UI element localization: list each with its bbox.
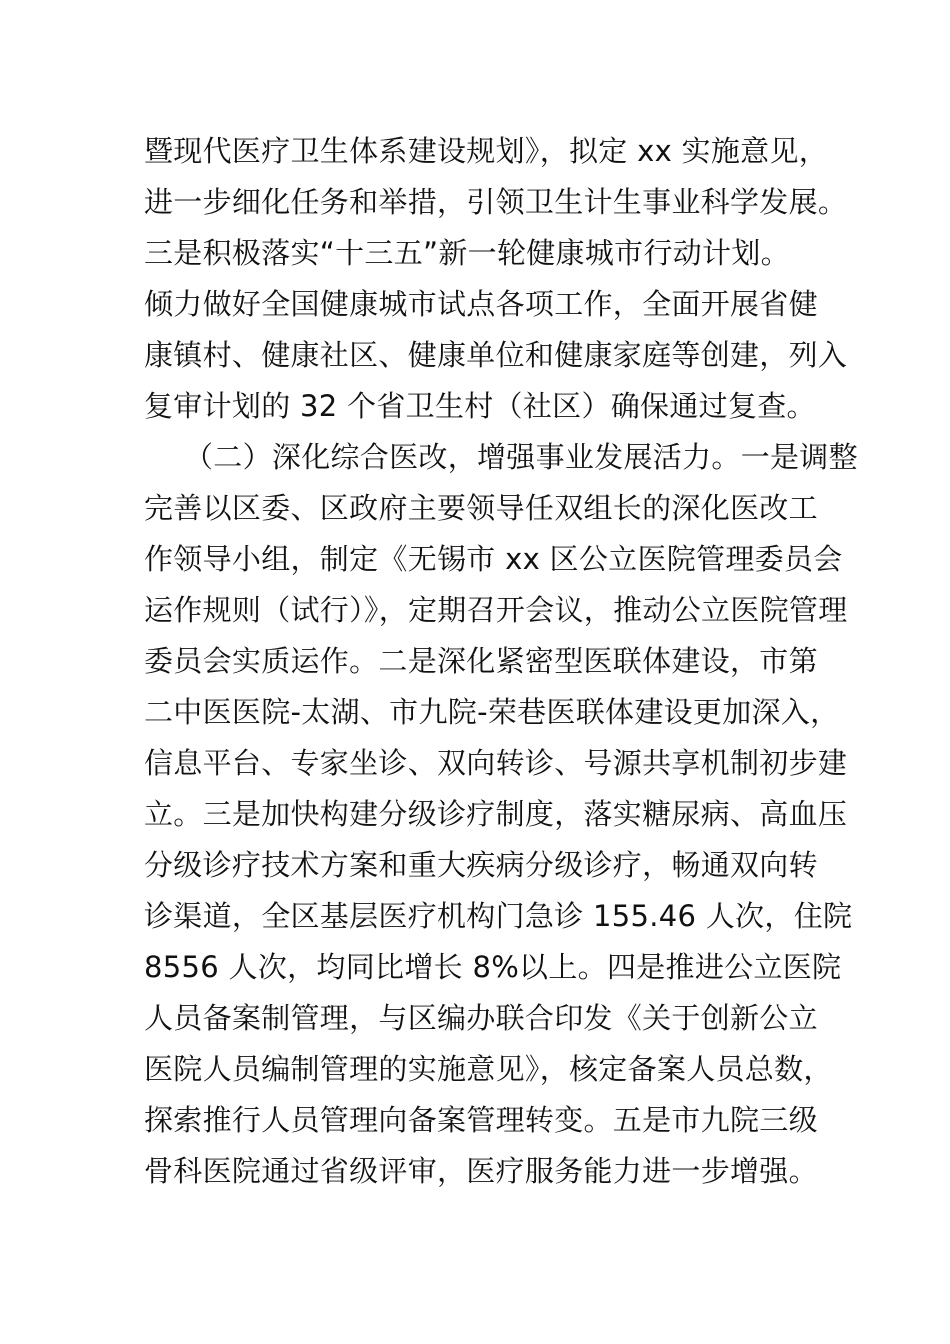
- text-line: 二中医医院-太湖、市九院-荣巷医联体建设更加深入，: [144, 695, 840, 729]
- text-line: 信息平台、专家坐诊、双向转诊、号源共享机制初步建: [144, 746, 848, 780]
- text-line: 三是积极落实“十三五”新一轮健康城市行动计划。: [144, 236, 790, 270]
- text-line: 进一步细化任务和举措，引领卫生计生事业科学发展。: [144, 185, 848, 219]
- text-line: 医院人员编制管理的实施意见》，核定备案人员总数，: [144, 1052, 833, 1086]
- text-line: 完善以区委、区政府主要领导任双组长的深化医改工: [144, 491, 818, 525]
- paragraph-heading-line: （二）深化综合医改，增强事业发展活力。一是调整: [184, 440, 858, 474]
- text-line: 康镇村、健康社区、健康单位和健康家庭等创建，列入: [144, 338, 848, 372]
- text-line: 作领导小组，制定《无锡市 xx 区公立医院管理委员会: [144, 542, 843, 576]
- text-line: 诊渠道，全区基层医疗机构门急诊 155.46 人次，住院: [144, 899, 853, 933]
- text-line: 8556 人次，均同比增长 8%以上。四是推进公立医院: [144, 950, 842, 984]
- text-line: 复审计划的 32 个省卫生村（社区）确保通过复查。: [144, 389, 816, 423]
- text-line: 骨科医院通过省级评审，医疗服务能力进一步增强。: [144, 1154, 818, 1188]
- text-line: 倾力做好全国健康城市试点各项工作，全面开展省健: [144, 287, 818, 321]
- text-line: 暨现代医疗卫生体系建设规划》，拟定 xx 实施意见，: [144, 134, 829, 168]
- text-line: 立。三是加快构建分级诊疗制度，落实糖尿病、高血压: [144, 797, 848, 831]
- text-line: 运作规则（试行）》，定期召开会议，推动公立医院管理: [144, 593, 848, 627]
- body-text: [144, 126, 858, 1197]
- text-line: 人员备案制管理，与区编办联合印发《关于创新公立: [144, 1001, 818, 1035]
- text-line: 探索推行人员管理向备案管理转变。五是市九院三级: [144, 1103, 818, 1137]
- text-line: 分级诊疗技术方案和重大疾病分级诊疗，畅通双向转: [144, 848, 818, 882]
- text-line: 委员会实质运作。二是深化紧密型医联体建设，市第: [144, 644, 818, 678]
